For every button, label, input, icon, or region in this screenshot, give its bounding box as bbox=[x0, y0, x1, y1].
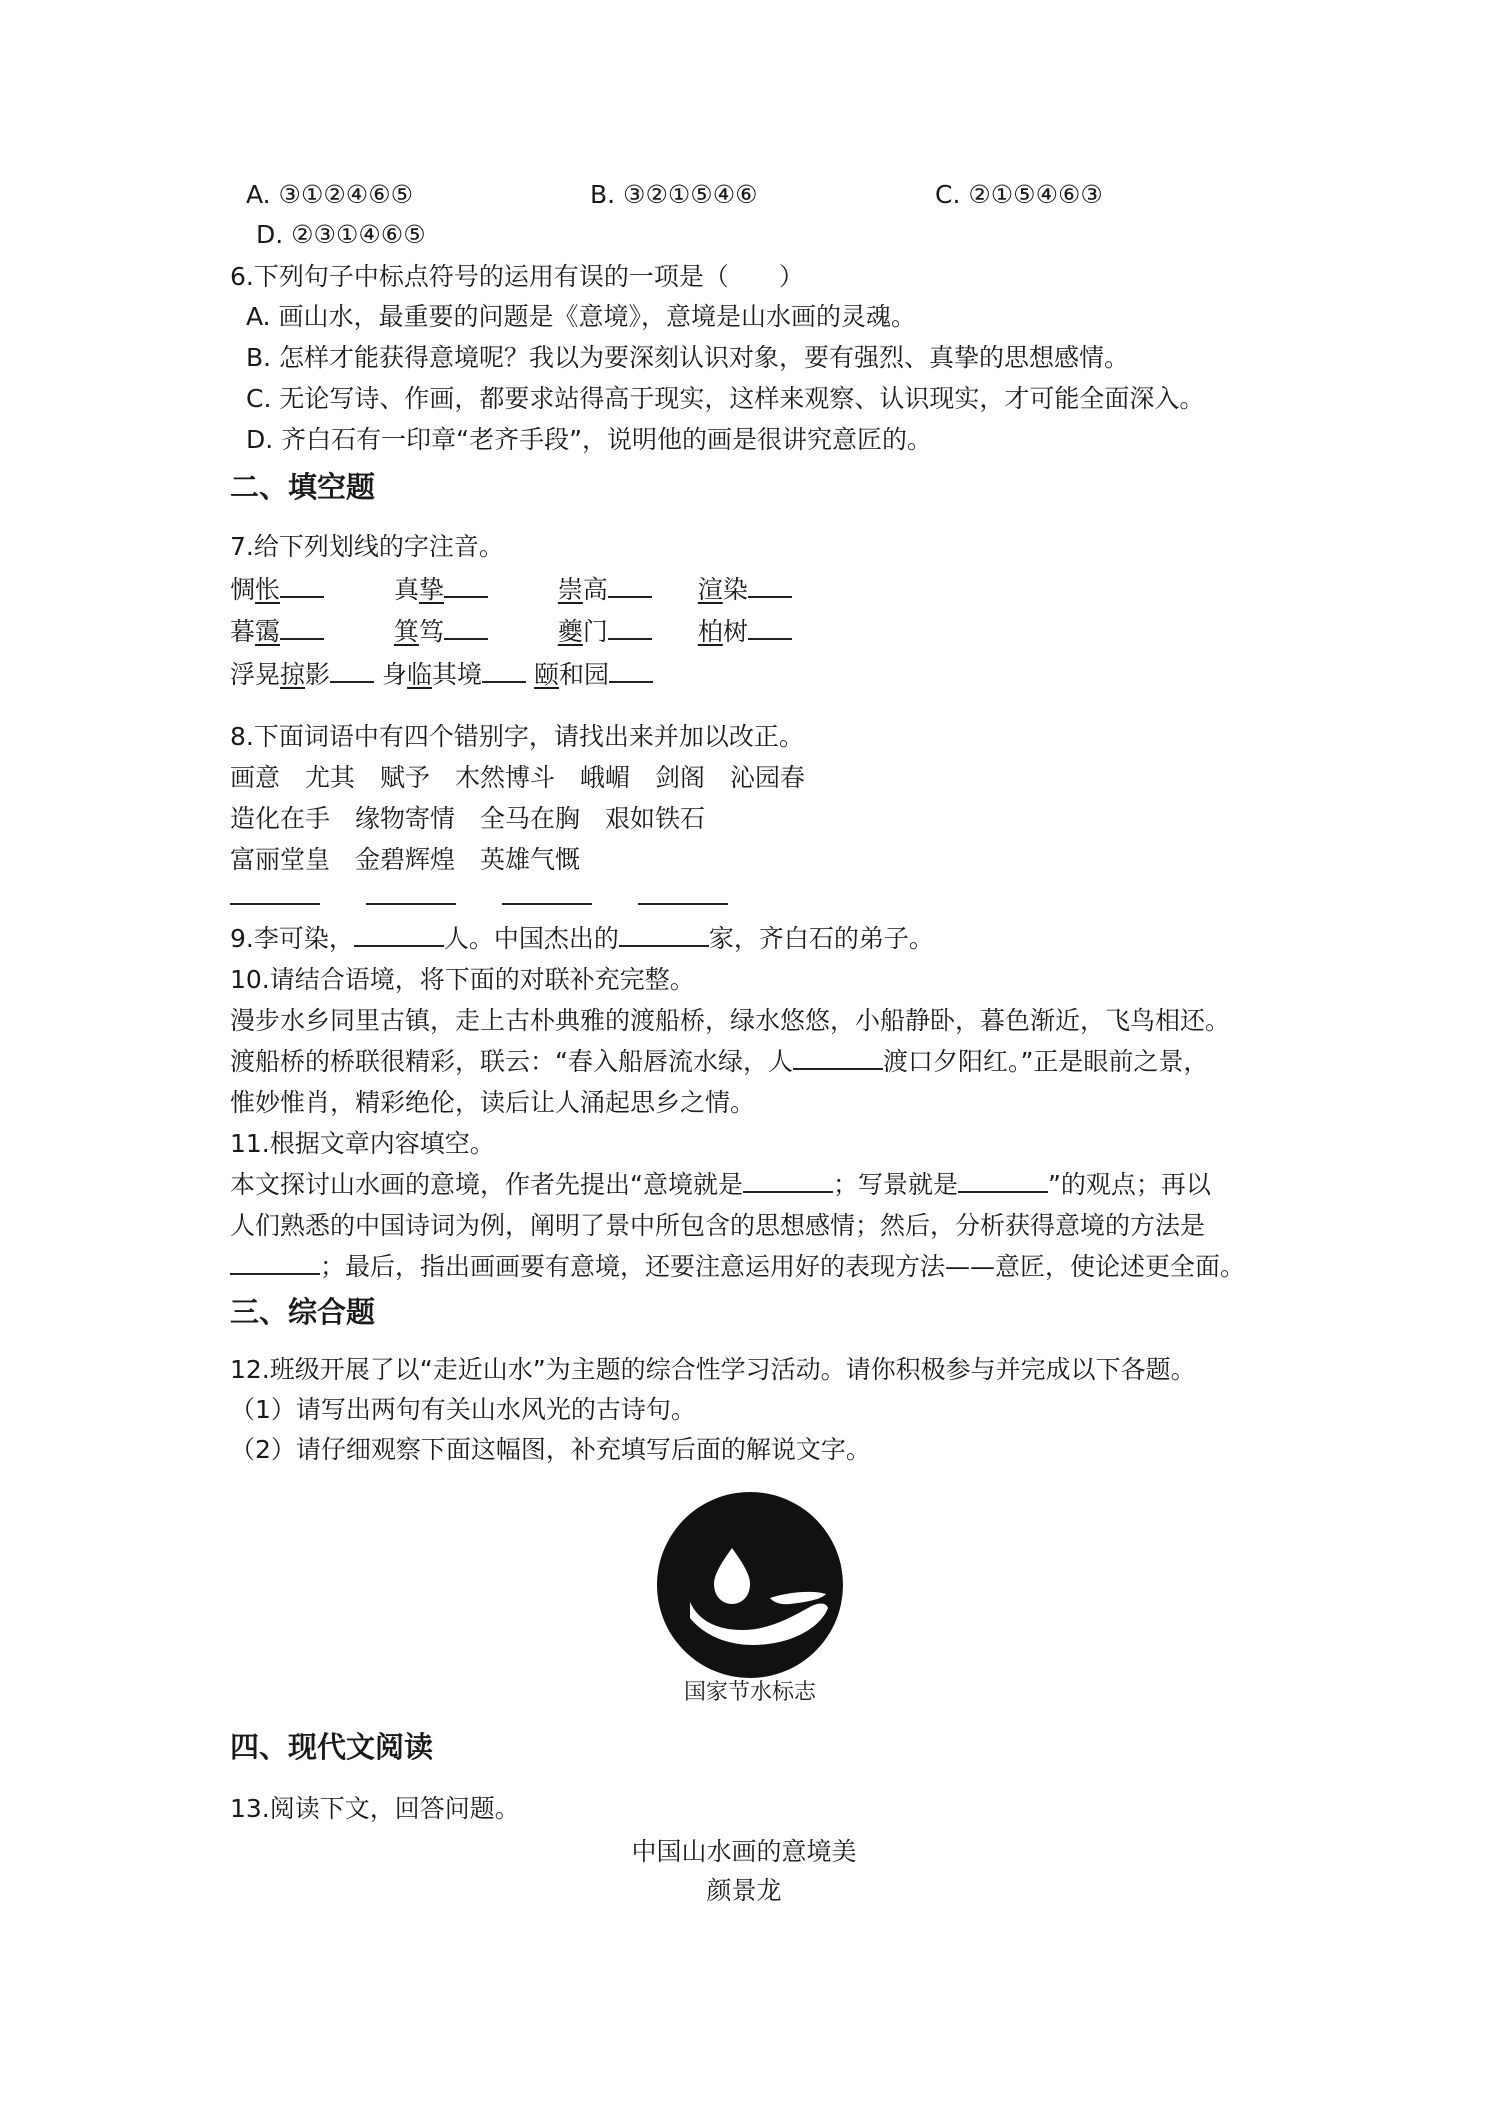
q12-sub-2: （2）请仔细观察下面这幅图，补充填写后面的解说文字。 bbox=[230, 1435, 871, 1464]
q9-line: 9.李可染， 人。中国杰出的 家，齐白石的弟子。 bbox=[230, 924, 934, 953]
option-b: B. ③②①⑤④⑥ bbox=[590, 180, 758, 209]
q10-paragraph-3: 惟妙惟肖，精彩绝伦，读后让人涌起思乡之情。 bbox=[230, 1088, 756, 1117]
q11-line-3: ；最后，指出画画要有意境，还要注意运用好的表现方法——意匠，使论述更全面。 bbox=[230, 1250, 1245, 1284]
q6-option-a: A. 画山水，最重要的问题是《意境》，意境是山水画的灵魂。 bbox=[246, 302, 917, 331]
logo-caption: 国家节水标志 bbox=[683, 1680, 816, 1705]
section-heading-3: 三、综合题 bbox=[230, 1295, 376, 1329]
q8-words-3: 富丽堂皇 金碧辉煌 英雄气慨 bbox=[230, 845, 581, 874]
q8-stem: 8.下面词语中有四个错别字，请找出来并加以改正。 bbox=[230, 722, 804, 751]
q12-sub-1: （1）请写出两句有关山水风光的古诗句。 bbox=[230, 1395, 696, 1424]
q10-paragraph-2: 渡船桥的桥联很精彩，联云：“春入船唇流水绿，人 渡口夕阳红。”正是眼前之景， bbox=[230, 1047, 1209, 1076]
article-title: 中国山水画的意境美 bbox=[631, 1837, 857, 1866]
option-d: D. ②③①④⑥⑤ bbox=[256, 220, 426, 249]
q6-option-d: D. 齐白石有一印章“老齐手段”，说明他的画是很讲究意匠的。 bbox=[246, 425, 933, 454]
q6-option-c: C. 无论写诗、作画，都要求站得高于现实，这样来观察、认识现实，才可能全面深入。 bbox=[246, 384, 1205, 413]
q11-stem: 11.根据文章内容填空。 bbox=[230, 1129, 495, 1158]
section-heading-2: 二、填空题 bbox=[230, 470, 376, 504]
q8-answer-blanks bbox=[230, 880, 728, 914]
option-a: A. ③①②④⑥⑤ bbox=[246, 180, 414, 209]
option-c: C. ②①⑤④⑥③ bbox=[935, 180, 1103, 209]
q7-row-2: 暮霭 箕笃 夔门 柏树 bbox=[230, 615, 792, 649]
q6-option-b: B. 怎样才能获得意境呢？我以为要深刻认识对象，要有强烈、真挚的思想感情。 bbox=[246, 343, 1130, 372]
q13-stem: 13.阅读下文，回答问题。 bbox=[230, 1794, 520, 1823]
section-heading-4: 四、现代文阅读 bbox=[230, 1730, 434, 1764]
q6-stem: 6.下列句子中标点符号的运用有误的一项是（ ） bbox=[230, 262, 804, 291]
q10-paragraph-1: 漫步水乡同里古镇，走上古朴典雅的渡船桥，绿水悠悠，小船静卧，暮色渐近，飞鸟相还。 bbox=[230, 1006, 1231, 1035]
q12-stem: 12.班级开展了以“走近山水”为主题的综合性学习活动。请你积极参与并完成以下各题。 bbox=[230, 1355, 1196, 1384]
q7-row-3: 浮晃掠影 身临其境 颐和园 bbox=[230, 658, 653, 692]
q11-line-1: 本文探讨山水画的意境，作者先提出“意境就是 ；写景就是 ”的观点；再以 bbox=[230, 1170, 1211, 1199]
article-author: 颜景龙 bbox=[706, 1876, 782, 1905]
q8-words-2: 造化在手 缘物寄情 全马在胸 艰如铁石 bbox=[230, 804, 706, 833]
q7-row-1: 惆怅 真挚 崇高 渲染 bbox=[230, 573, 792, 607]
q10-stem: 10.请结合语境，将下面的对联补充完整。 bbox=[230, 965, 695, 994]
q7-stem: 7.给下列划线的字注音。 bbox=[230, 532, 504, 561]
q8-words-1: 画意 尤其 赋予 木然博斗 峨嵋 剑阁 沁园春 bbox=[230, 763, 806, 792]
q11-line-2: 人们熟悉的中国诗词为例，阐明了景中所包含的思想感情；然后，分析获得意境的方法是 bbox=[230, 1211, 1206, 1240]
